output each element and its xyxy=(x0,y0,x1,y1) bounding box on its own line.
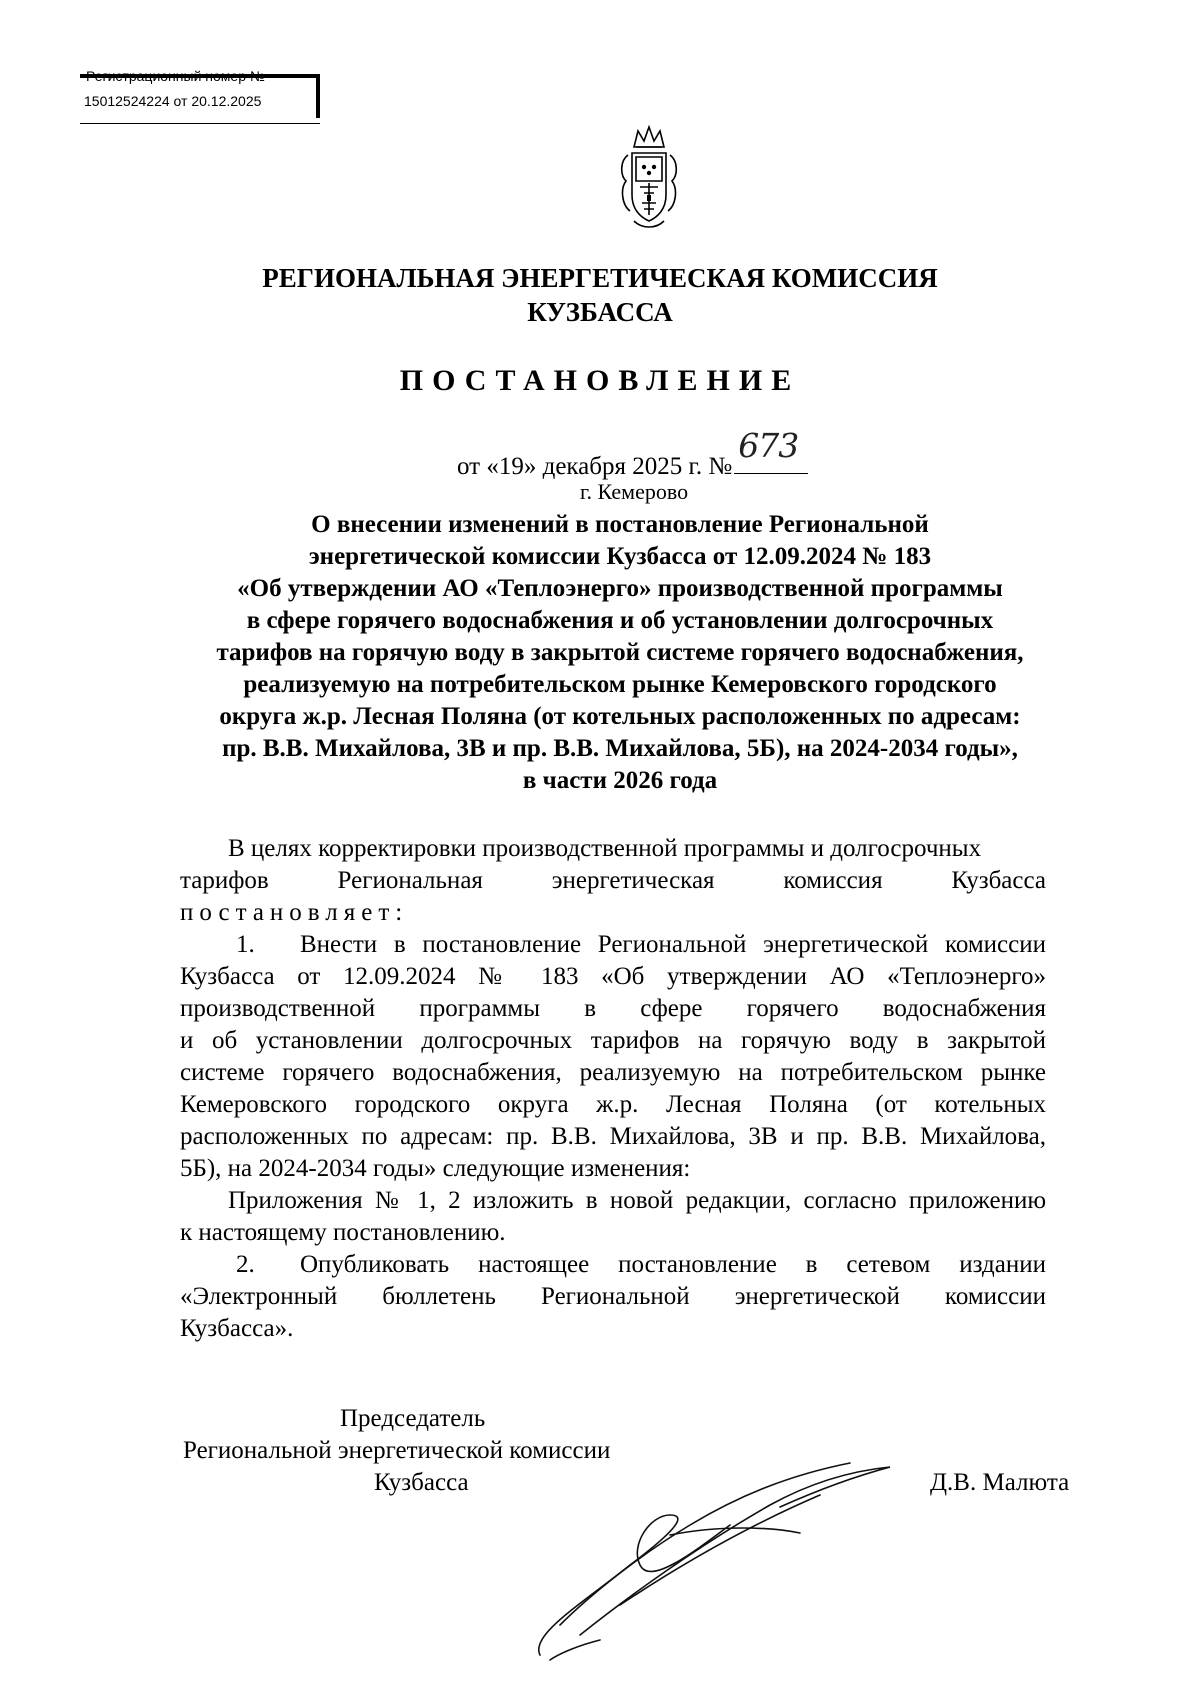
stamp-label: Регистрационный номер № xyxy=(86,68,265,84)
document-city: г. Кемерово xyxy=(580,479,689,504)
stamp-number-date: 15012524224 от 20.12.2025 xyxy=(84,93,262,109)
body-line: Опубликовать настоящее постановление в сетевом издании xyxy=(300,1251,1046,1278)
body-line: Кузбасса от 12.09.2024 № 183 «Об утверждении АО «Теплоэнерго» xyxy=(180,963,1046,990)
body-line: «Электронный бюллетень Региональной энергетической комиссии xyxy=(180,1283,1046,1310)
handwritten-signature-icon xyxy=(520,1455,910,1665)
signatory-name: Д.В. Малюта xyxy=(930,1469,1070,1496)
document-number-field xyxy=(734,426,808,474)
signatory-position: Кузбасса xyxy=(374,1469,469,1496)
subject-line: реализуемую на потребительском рынке Кемеровского городского xyxy=(243,671,997,698)
item-number: 2. xyxy=(236,1251,255,1278)
body-line: к настоящему постановлению. xyxy=(180,1219,506,1246)
organization-name: РЕГИОНАЛЬНАЯ ЭНЕРГЕТИЧЕСКАЯ КОМИССИЯ xyxy=(262,263,938,293)
body-line: Кузбасса». xyxy=(180,1315,294,1342)
document-number: 673 xyxy=(738,426,799,465)
body-line: Приложения № 1, 2 изложить в новой редакции, согласно приложению xyxy=(228,1187,1046,1214)
body-line: системе горячего водоснабжения, реализуемую на потребительском рынке xyxy=(180,1059,1046,1086)
subject-line: округа ж.р. Лесная Поляна (от котельных расположенных по адресам: xyxy=(219,703,1021,730)
subject-line: в сфере горячего водоснабжения и об установлении долгосрочных xyxy=(246,607,994,634)
registration-stamp xyxy=(80,68,320,118)
subject-line: в части 2026 года xyxy=(522,767,718,794)
stamp-underline xyxy=(80,123,320,124)
subject-line: «Об утверждении АО «Теплоэнерго» производственной программы xyxy=(237,575,1003,602)
document-date xyxy=(457,426,808,482)
subject-line: О внесении изменений в постановление Региональной xyxy=(311,511,929,538)
body-line: 5Б), на 2024-2034 годы» следующие изменения: xyxy=(180,1155,691,1182)
body-line: производственной программы в сфере горячего водоснабжения xyxy=(180,995,1046,1022)
item-number: 1. xyxy=(236,931,255,958)
body-line: и об установлении долгосрочных тарифов на горячую воду в закрытой xyxy=(180,1027,1046,1054)
date-prefix: от «19» декабря 2025 г. № xyxy=(457,453,733,480)
body-line: тарифов Региональная энергетическая комиссия Кузбасса xyxy=(180,867,1046,894)
subject-line: пр. В.В. Михайлова, 3В и пр. В.В. Михайлова, 5Б), на 2024-2034 годы», xyxy=(222,735,1018,762)
body-line: Внести в постановление Региональной энергетической комиссии xyxy=(300,931,1046,958)
coat-of-arms-icon xyxy=(614,125,684,235)
body-line: постановляет: xyxy=(180,899,409,926)
signatory-position: Региональной энергетической комиссии xyxy=(183,1437,611,1464)
body-line: расположенных по адресам: пр. В.В. Михайлова, 3В и пр. В.В. Михайлова, xyxy=(180,1123,1046,1150)
document-type: ПОСТАНОВЛЕНИЕ xyxy=(399,364,801,397)
body-line: Кемеровского городского округа ж.р. Лесная Поляна (от котельных xyxy=(180,1091,1046,1118)
subject-line: энергетической комиссии Кузбасса от 12.09.2024 № 183 xyxy=(308,543,932,570)
signatory-position: Председатель xyxy=(340,1405,486,1432)
body-line: В целях корректировки производственной программы и долгосрочных xyxy=(228,835,982,862)
organization-region: КУЗБАССА xyxy=(527,297,673,327)
subject-line: тарифов на горячую воду в закрытой системе горячего водоснабжения, xyxy=(216,639,1024,666)
